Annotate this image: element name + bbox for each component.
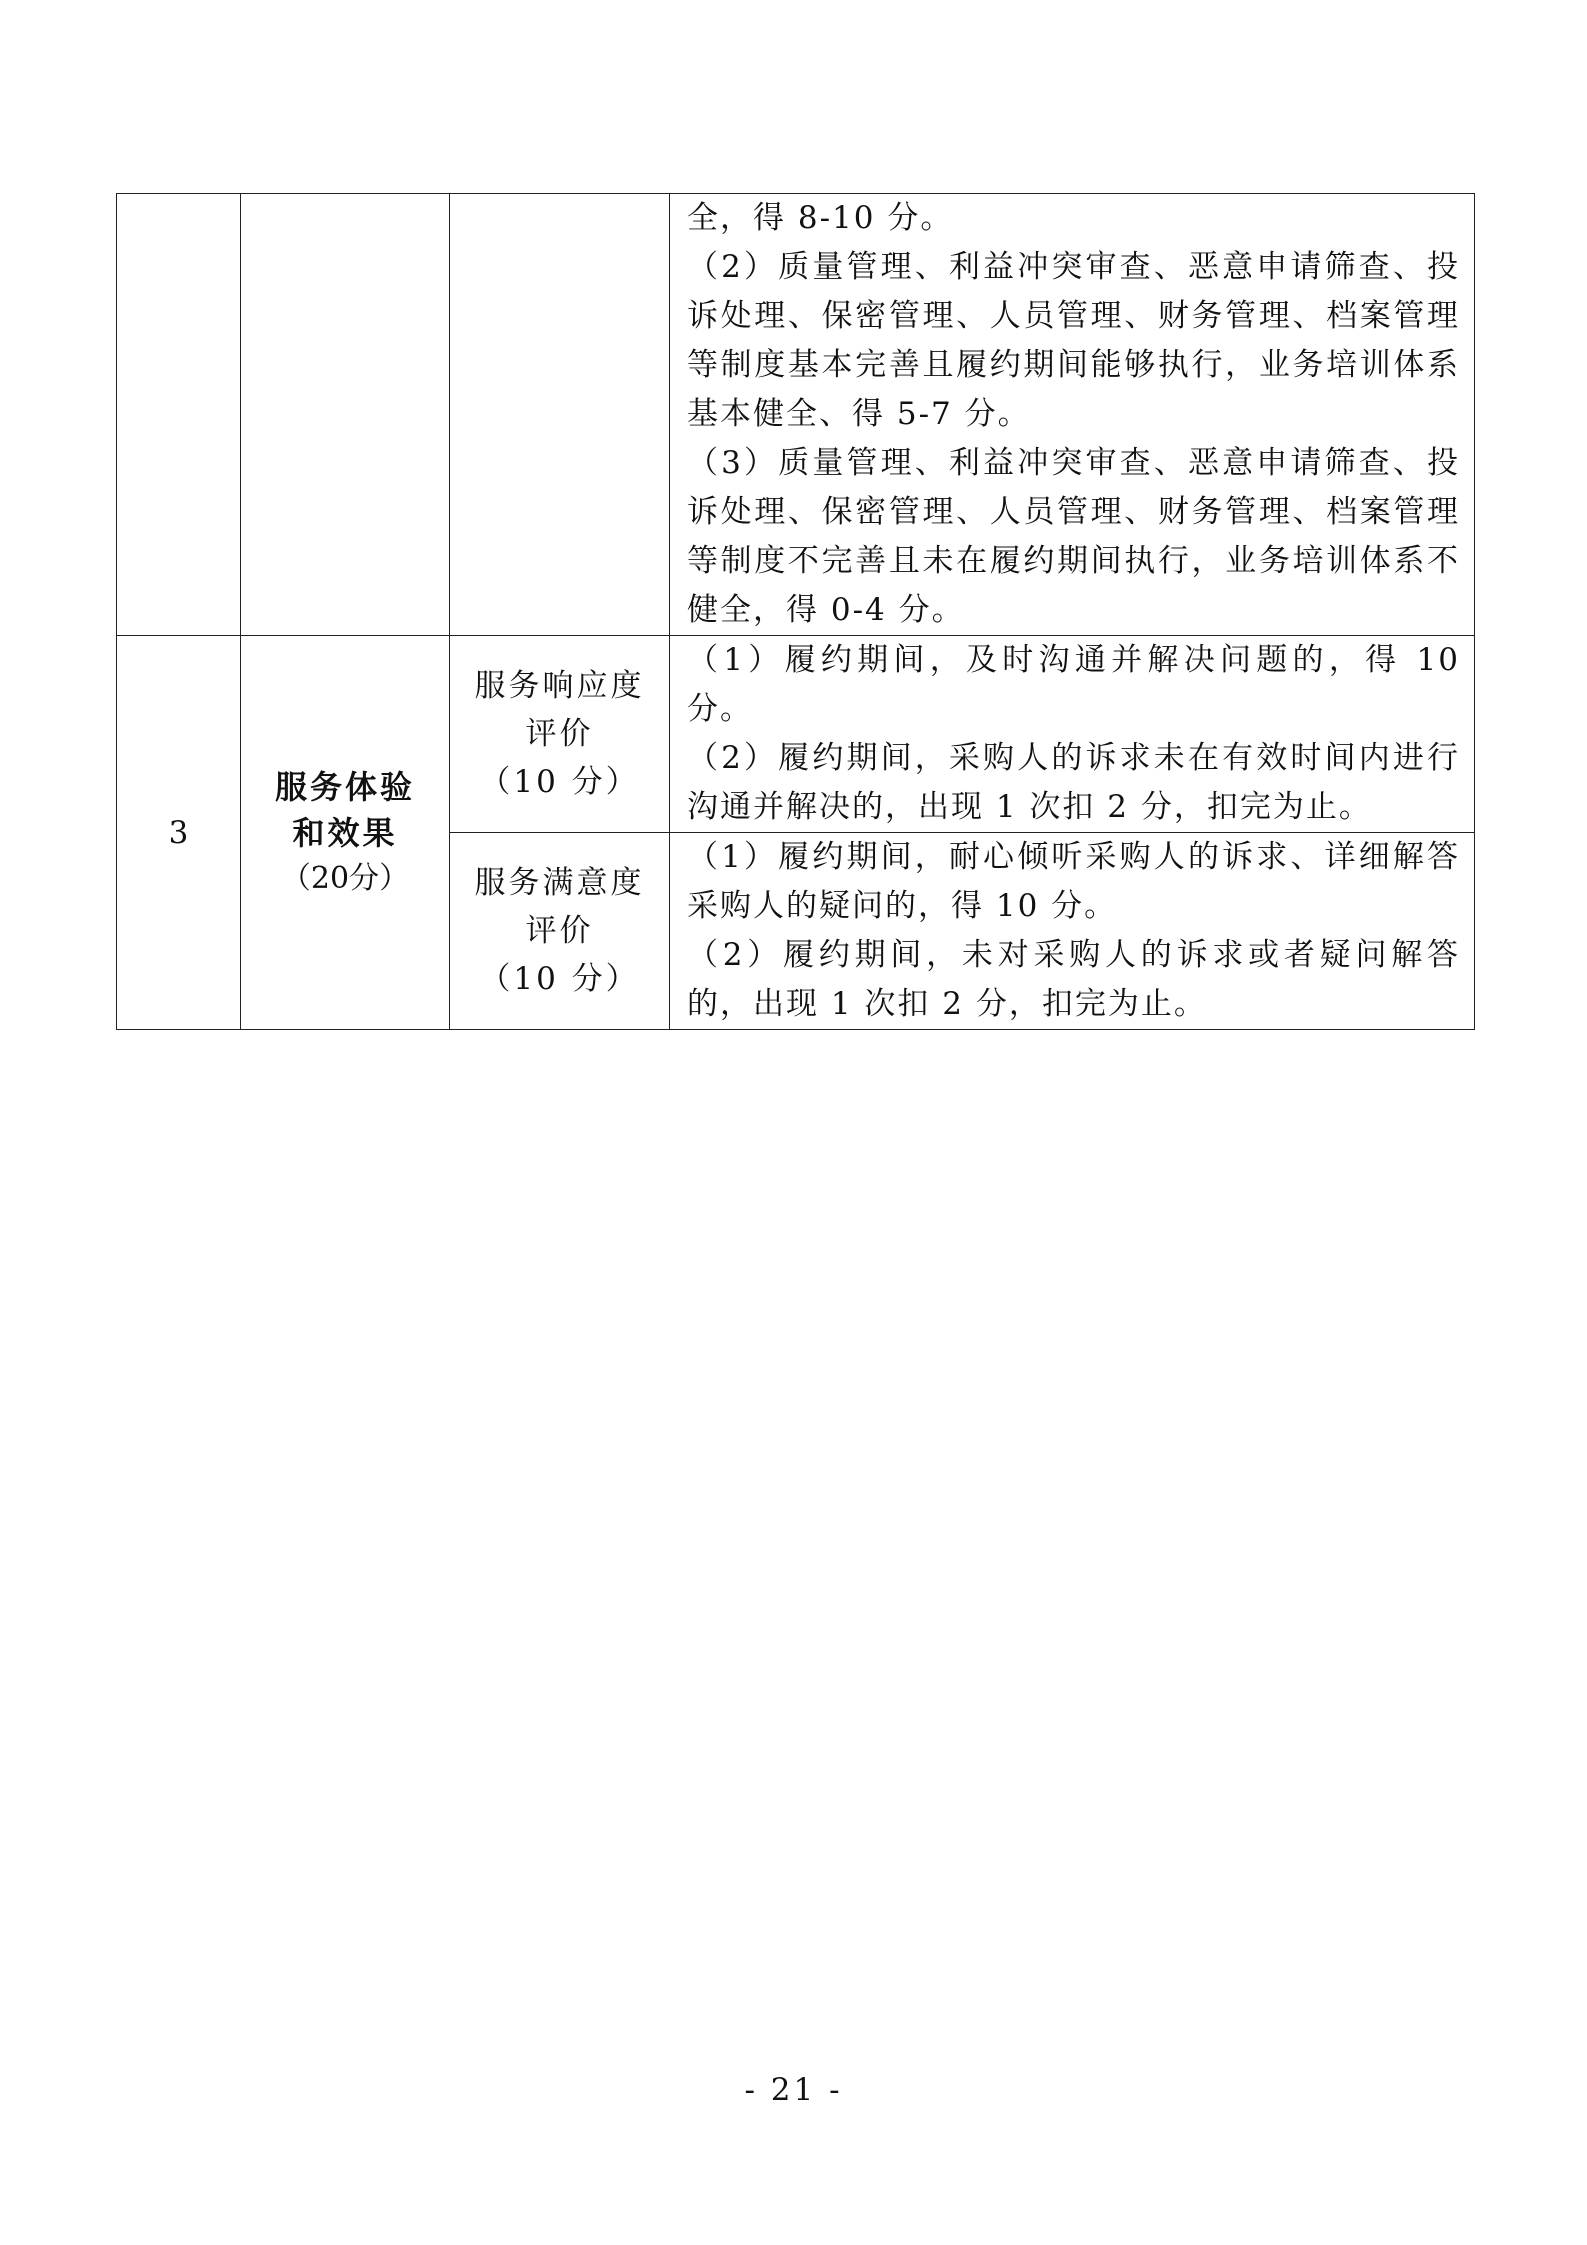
category-score: （20分） [280, 860, 410, 896]
seq-cell: 3 [117, 636, 241, 1030]
item-name-line2: 评价 [525, 716, 594, 752]
table-row-continuation [117, 194, 1475, 636]
item-score: （10 分） [479, 961, 640, 997]
item-cell-empty [450, 194, 670, 636]
seq-cell-empty [117, 194, 241, 636]
criteria-line: （2）履约期间，采购人的诉求未在有效时间内进行沟通并解决的，出现 1 次扣 2 分，扣完为止。 [687, 740, 1460, 825]
criteria-cell-response [670, 636, 1475, 833]
item-cell-response [450, 636, 670, 833]
scoring-table [116, 193, 1475, 1030]
page-number: - 21 - [744, 2072, 843, 2108]
item-name-line2: 评价 [525, 913, 594, 949]
criteria-line: （1）履约期间，及时沟通并解决问题的，得 10 分。 [687, 642, 1460, 727]
criteria-line: （2）质量管理、利益冲突审查、恶意申请筛查、投诉处理、保密管理、人员管理、财务管理、档案管理等制度基本完善且履约期间能够执行，业务培训体系基本健全、得 5-7 分。 [687, 249, 1460, 432]
criteria-line: （3）质量管理、利益冲突审查、恶意申请筛查、投诉处理、保密管理、人员管理、财务管理、档案管理等制度不完善且未在履约期间执行，业务培训体系不健全，得 0-4 分。 [687, 445, 1460, 628]
category-name-line2: 和效果 [292, 813, 398, 852]
table-row-service-response [117, 636, 1475, 833]
criteria-line: （1）履约期间，耐心倾听采购人的诉求、详细解答采购人的疑问的，得 10 分。 [687, 839, 1460, 924]
item-cell-satisfaction [450, 833, 670, 1030]
item-name-line1: 服务满意度 [474, 865, 645, 901]
criteria-line: （2）履约期间，未对采购人的诉求或者疑问解答的，出现 1 次扣 2 分，扣完为止。 [687, 937, 1460, 1022]
category-cell [241, 636, 450, 1030]
item-name-line1: 服务响应度 [474, 668, 645, 704]
criteria-cell-continuation [670, 194, 1475, 636]
criteria-cell-satisfaction [670, 833, 1475, 1030]
criteria-line: 全，得 8-10 分。 [687, 200, 954, 236]
category-cell-empty [241, 194, 450, 636]
item-score: （10 分） [479, 764, 640, 800]
category-name-line1: 服务体验 [274, 767, 415, 806]
